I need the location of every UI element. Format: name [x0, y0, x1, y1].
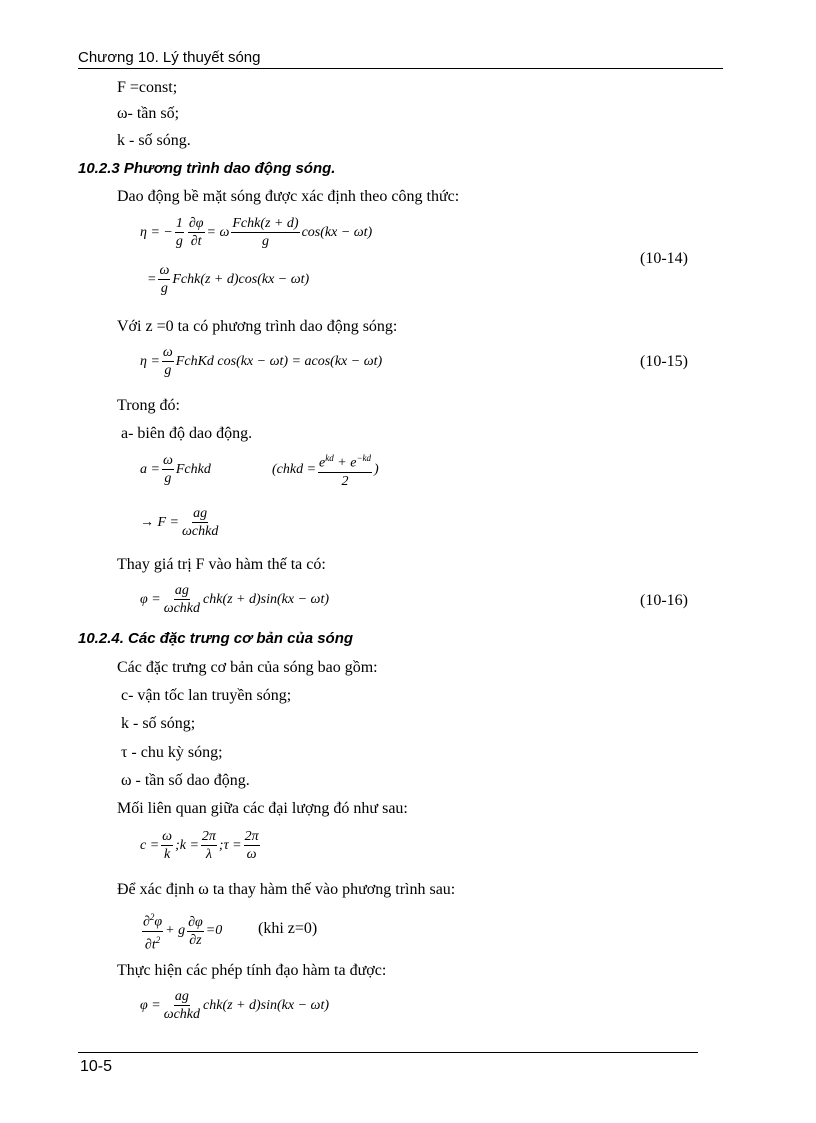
- equation-10-14-line1: η = − $\frac{1}{g}$ $\frac{\partial\varphi}{\partial t}$ = ω $\frac{\text{Fchk(z + d)}}{g}$ cos (kx − ωt): [140, 216, 373, 249]
- equation-10-14-line2: = $\frac{\omega}{g}$ Fchk(z + d) cos (kx − ωt): [147, 263, 310, 296]
- determine-text: Để xác định ω ta thay hàm thế vào phương trình sau:: [117, 881, 456, 898]
- amplitude-definition: a- biên độ dao động.: [121, 425, 253, 442]
- def-k: k - số sóng.: [117, 132, 191, 149]
- equation-chkd: (chkd = $\frac{e^{kd} + e^{-kd}}{2}$ ): [272, 450, 379, 490]
- list-item: c- vận tốc lan truyền sóng;: [121, 687, 292, 704]
- where-label: Trong đó:: [117, 397, 180, 414]
- chapter-header: Chương 10. Lý thuyết sóng: [78, 49, 261, 66]
- z0-intro: Với z =0 ta có phương trình dao động sóng:: [117, 318, 398, 335]
- equation-10-16: φ = $\frac{ag}{\text{ωchkd}}$ chk(z + d) sin (kx − ωt): [140, 583, 329, 616]
- header-rule: [78, 68, 723, 69]
- section-10-2-3-title: 10.2.3 Phương trình dao động sóng.: [78, 160, 336, 177]
- equation-f: → F = $\frac{ag}{\text{ωchkd}}$: [140, 506, 219, 539]
- equation-number-10-15: (10-15): [640, 353, 688, 370]
- footer-rule: [78, 1052, 698, 1053]
- section-10-2-4-title: 10.2.4. Các đặc trưng cơ bản của sóng: [78, 630, 354, 647]
- section-10-2-3-intro: Dao động bề mặt sóng được xác định theo công thức:: [117, 188, 460, 205]
- equation-10-15: η = $\frac{\omega}{g}$ FchKd cos (kx − ωt) = a cos (kx − ωt): [140, 345, 383, 378]
- equation-number-10-14: (10-14): [640, 250, 688, 267]
- page-number: 10-5: [80, 1058, 113, 1075]
- derive-text: Thực hiện các phép tính đạo hàm ta được:: [117, 962, 387, 979]
- equation-amplitude: a = $\frac{\omega}{g}$ Fchkd: [140, 453, 211, 486]
- list-item: ω - tần số dao động.: [121, 772, 250, 789]
- equation-number-10-16: (10-16): [640, 592, 688, 609]
- when-z0-note: (khi z=0): [258, 920, 318, 937]
- list-item: k - số sóng;: [121, 715, 196, 732]
- relation-text: Mối liên quan giữa các đại lượng đó như sau:: [117, 800, 408, 817]
- list-item: τ - chu kỳ sóng;: [121, 744, 223, 761]
- equation-relations: c = $\frac{\omega}{k}$ ; k = $\frac{2\pi}{\lambda}$ ; τ = $\frac{2\pi}{\omega}$: [140, 829, 259, 862]
- def-f: F =const;: [117, 79, 178, 96]
- equation-boundary: $\frac{\partial^2\varphi}{\partial t^2}$ + g $\frac{\partial\varphi}{\partial z}$ = 0: [140, 909, 222, 953]
- substitute-text: Thay giá trị F vào hàm thế ta có:: [117, 556, 326, 573]
- def-omega: ω- tần số;: [117, 105, 180, 122]
- equation-phi-final: φ = $\frac{ag}{\text{ωchkd}}$ chk(z + d) sin (kx − ωt): [140, 989, 329, 1022]
- section-10-2-4-intro: Các đặc trưng cơ bản của sóng bao gồm:: [117, 659, 378, 676]
